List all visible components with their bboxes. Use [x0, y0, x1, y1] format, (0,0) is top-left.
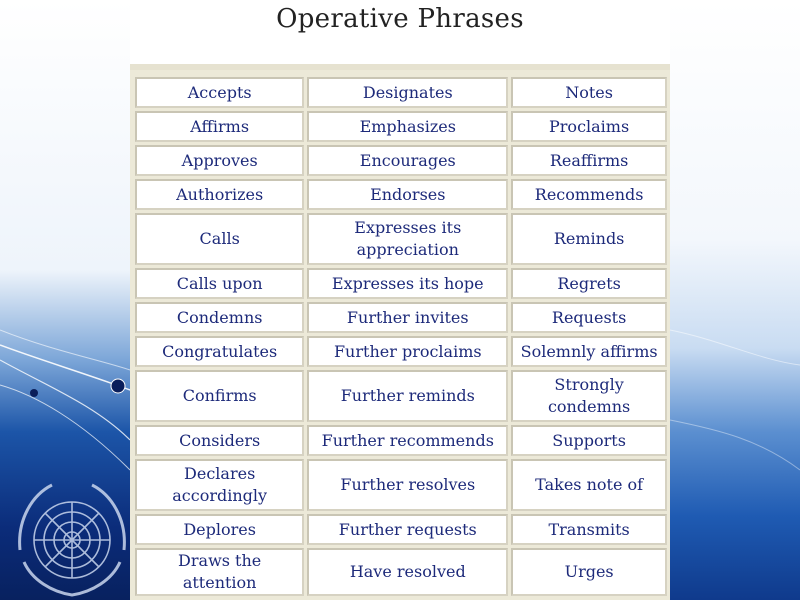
table-cell: Approves [135, 145, 304, 176]
table-cell: Further requests [307, 514, 508, 545]
table-cell: Further invites [307, 302, 508, 333]
table-cell: Designates [307, 77, 508, 108]
table-cell: Declares accordingly [135, 459, 304, 511]
table-cell: Expresses its hope [307, 268, 508, 299]
page-title: Operative Phrases [276, 4, 524, 34]
table-cell: Deplores [135, 514, 304, 545]
table-row [135, 548, 667, 596]
content-panel [130, 0, 670, 600]
table-cell: Reminds [511, 213, 667, 265]
table-cell: Reaffirms [511, 145, 667, 176]
table-cell: Calls [135, 213, 304, 265]
table-cell: Urges [511, 548, 667, 596]
table-cell: Encourages [307, 145, 508, 176]
table-cell: Transmits [511, 514, 667, 545]
table-cell: Have resolved [307, 548, 508, 596]
table-cell: Further resolves [307, 459, 508, 511]
table-cell: Endorses [307, 179, 508, 210]
table-cell: Further recommends [307, 425, 508, 456]
table-cell: Emphasizes [307, 111, 508, 142]
table-cell: Confirms [135, 370, 304, 422]
table-cell: Affirms [135, 111, 304, 142]
table-cell: Recommends [511, 179, 667, 210]
table-row [135, 179, 667, 210]
table-cell: Strongly condemns [511, 370, 667, 422]
table-row [135, 302, 667, 333]
table-row [135, 336, 667, 367]
table-cell: Expresses its appreciation [307, 213, 508, 265]
table-row [135, 514, 667, 545]
table-cell: Calls upon [135, 268, 304, 299]
table-row [135, 268, 667, 299]
table-cell: Authorizes [135, 179, 304, 210]
table-cell: Supports [511, 425, 667, 456]
table-cell: Takes note of [511, 459, 667, 511]
table-row [135, 77, 667, 108]
phrases-table-frame [130, 64, 670, 600]
table-row [135, 459, 667, 511]
table-row [135, 111, 667, 142]
table-cell: Condemns [135, 302, 304, 333]
table-row [135, 425, 667, 456]
table-cell: Draws the attention [135, 548, 304, 596]
table-row [135, 370, 667, 422]
table-row [135, 213, 667, 265]
table-cell: Requests [511, 302, 667, 333]
table-cell: Considers [135, 425, 304, 456]
table-row [135, 145, 667, 176]
table-cell: Congratulates [135, 336, 304, 367]
table-cell: Proclaims [511, 111, 667, 142]
table-cell: Further proclaims [307, 336, 508, 367]
table-cell: Solemnly affirms [511, 336, 667, 367]
table-cell: Regrets [511, 268, 667, 299]
operative-phrases-table [132, 74, 670, 599]
table-cell: Notes [511, 77, 667, 108]
table-cell: Further reminds [307, 370, 508, 422]
table-cell: Accepts [135, 77, 304, 108]
